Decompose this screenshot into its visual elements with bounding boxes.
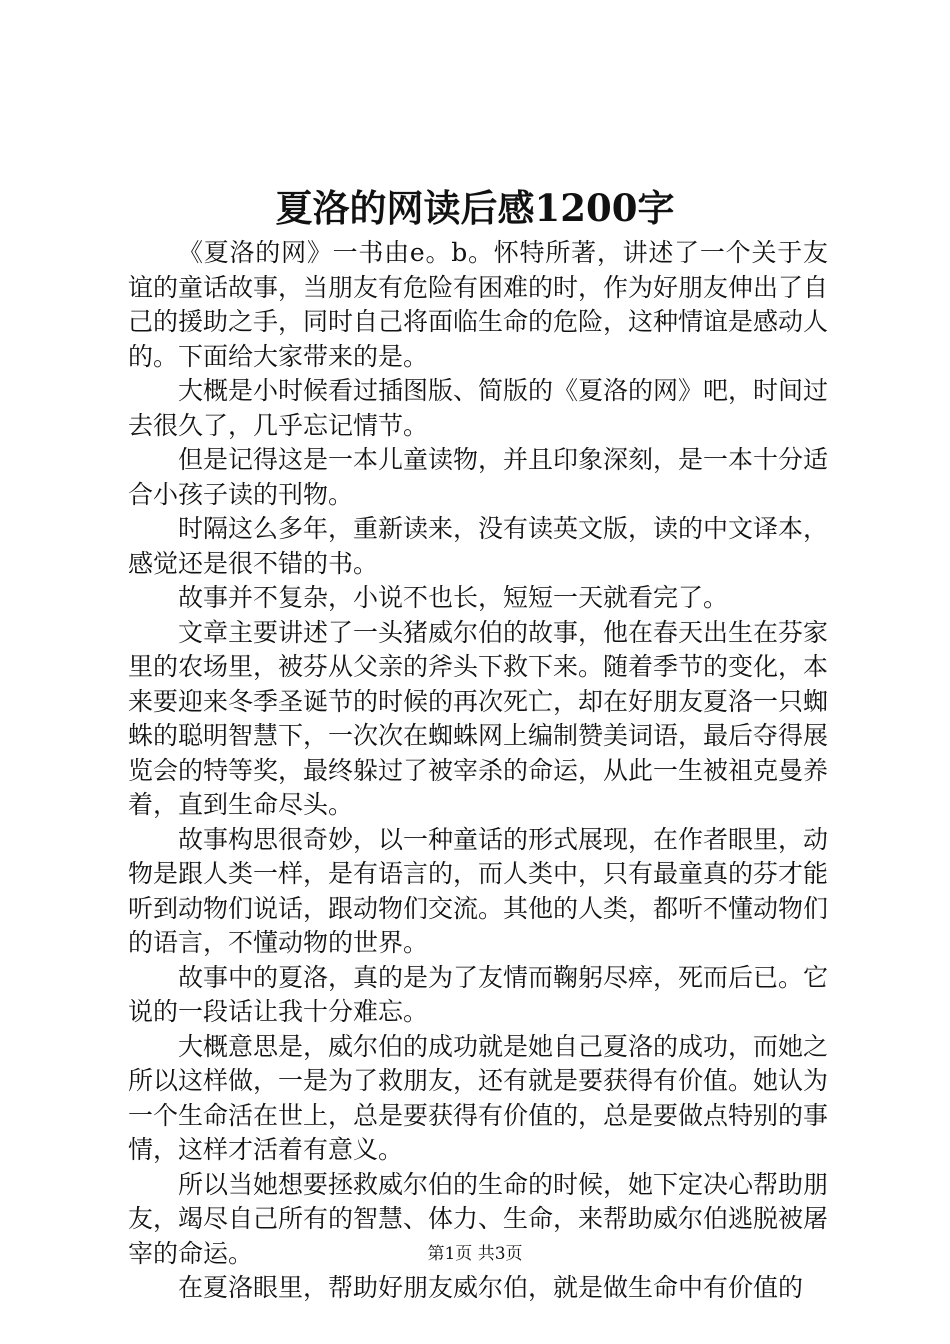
- document-title: 夏洛的网读后感1200字: [275, 186, 675, 230]
- paragraph: 《夏洛的网》一书由e。b。怀特所著，讲述了一个关于友谊的童话故事，当朋友有危险有困难的时，作为好朋友伸出了自己的援助之手，同时自己将面临生命的危险，这种情谊是感动人的。下面给大家带来的是。: [128, 238, 829, 371]
- paragraph: 故事并不复杂，小说不也长，短短一天就看完了。: [178, 583, 729, 612]
- paragraph: 大概意思是，威尔伯的成功就是她自己夏洛的成功，而她之所以这样做，一是为了救朋友，还有就是要获得有价值。她认为一个生命活在世上，总是要获得有价值的，总是要做点特别的事情，这样才活着有意义。: [128, 1031, 829, 1164]
- paragraph: 大概是小时候看过插图版、简版的《夏洛的网》吧，时间过去很久了，几乎忘记情节。: [128, 376, 829, 440]
- paragraph: 故事构思很奇妙，以一种童话的形式展现，在作者眼里，动物是跟人类一样，是有语言的，而人类中，只有最童真的芬才能听到动物们说话，跟动物们交流。其他的人类，都听不懂动物们的语言，不懂动物的世界。: [128, 824, 829, 957]
- paragraph: 故事中的夏洛，真的是为了友情而鞠躬尽瘁，死而后已。它说的一段话让我十分难忘。: [128, 962, 829, 1026]
- paragraph: 但是记得这是一本儿童读物，并且印象深刻，是一本十分适合小孩子读的刊物。: [128, 445, 829, 509]
- paragraph: 时隔这么多年，重新读来，没有读英文版，读的中文译本，感觉还是很不错的书。: [128, 514, 829, 578]
- paragraph: 文章主要讲述了一头猪威尔伯的故事，他在春天出生在芬家里的农场里，被芬从父亲的斧头下救下来。随着季节的变化，本来要迎来冬季圣诞节的时候的再次死亡，却在好朋友夏洛一只蜘蛛的聪明智慧下，一次次在蜘蛛网上编制赞美词语，最后夺得展览会的特等奖，最终躲过了被宰杀的命运，从此一生被祖克曼养着，直到生命尽头。: [128, 617, 829, 819]
- page-footer: 第1页 共3页: [427, 1244, 523, 1264]
- paragraph: 所以当她想要拯救威尔伯的生命的时候，她下定决心帮助朋友，竭尽自己所有的智慧、体力、生命，来帮助威尔伯逃脱被屠宰的命运。: [128, 1169, 829, 1268]
- paragraph: 在夏洛眼里，帮助好朋友威尔伯，就是做生命中有价值的: [178, 1273, 804, 1302]
- document-body: [128, 236, 828, 1306]
